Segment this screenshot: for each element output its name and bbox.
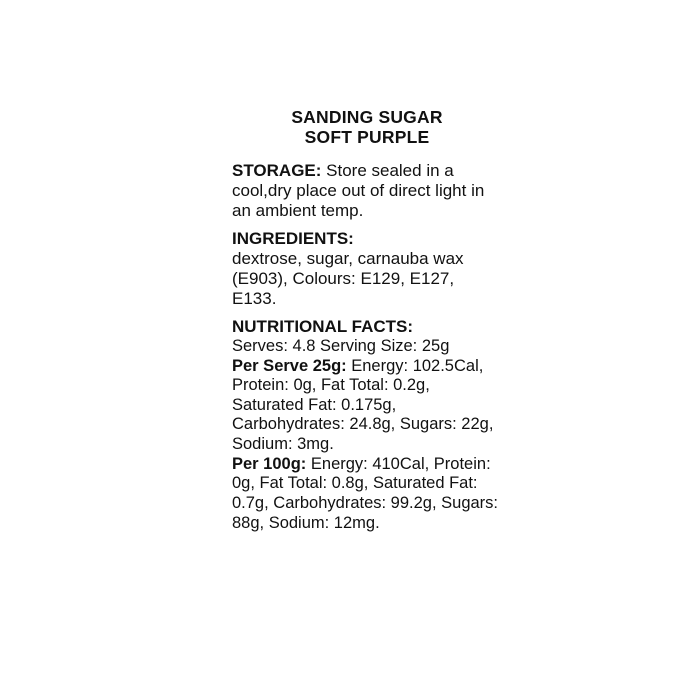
storage-heading: STORAGE: <box>232 161 322 181</box>
ingredients-heading: INGREDIENTS: <box>232 229 354 249</box>
nutrition-heading: NUTRITIONAL FACTS: <box>232 317 414 337</box>
ingredients-text: dextrose, sugar, carnauba wax (E903), Colours: E129, E127, E133. <box>232 249 464 308</box>
storage-text: Store sealed in a cool,dry place out of direct light in an ambient temp. <box>232 161 485 220</box>
storage-paragraph <box>232 161 502 220</box>
product-title-line-1: SANDING SUGAR <box>291 107 443 127</box>
nutrition-section <box>232 317 502 533</box>
nutrition-label <box>232 108 502 542</box>
ingredients-section <box>232 229 502 308</box>
per-serve-text: Energy: 102.5Cal, Protein: 0g, Fat Total: 0.2g, Saturated Fat: 0.175g, Carbohydrates: 24.8g, Sugars: 22g, Sodium: 3mg. <box>232 356 494 454</box>
per-100g-paragraph <box>232 455 502 534</box>
per-100g-text: Energy: 410Cal, Protein: 0g, Fat Total: 0.8g, Saturated Fat: 0.7g, Carbohydrates: 99.2g, Sugars: 88g, Sodium: 12mg. <box>232 454 498 532</box>
serves-line: Serves: 4.8 Serving Size: 25g <box>232 336 450 355</box>
storage-section <box>232 161 502 220</box>
per-serve-label: Per Serve 25g: <box>232 356 347 375</box>
product-title-line-2: SOFT PURPLE <box>304 126 430 147</box>
per-100g-label: Per 100g: <box>232 454 307 473</box>
per-serve-paragraph <box>232 357 502 455</box>
product-title <box>232 108 502 147</box>
